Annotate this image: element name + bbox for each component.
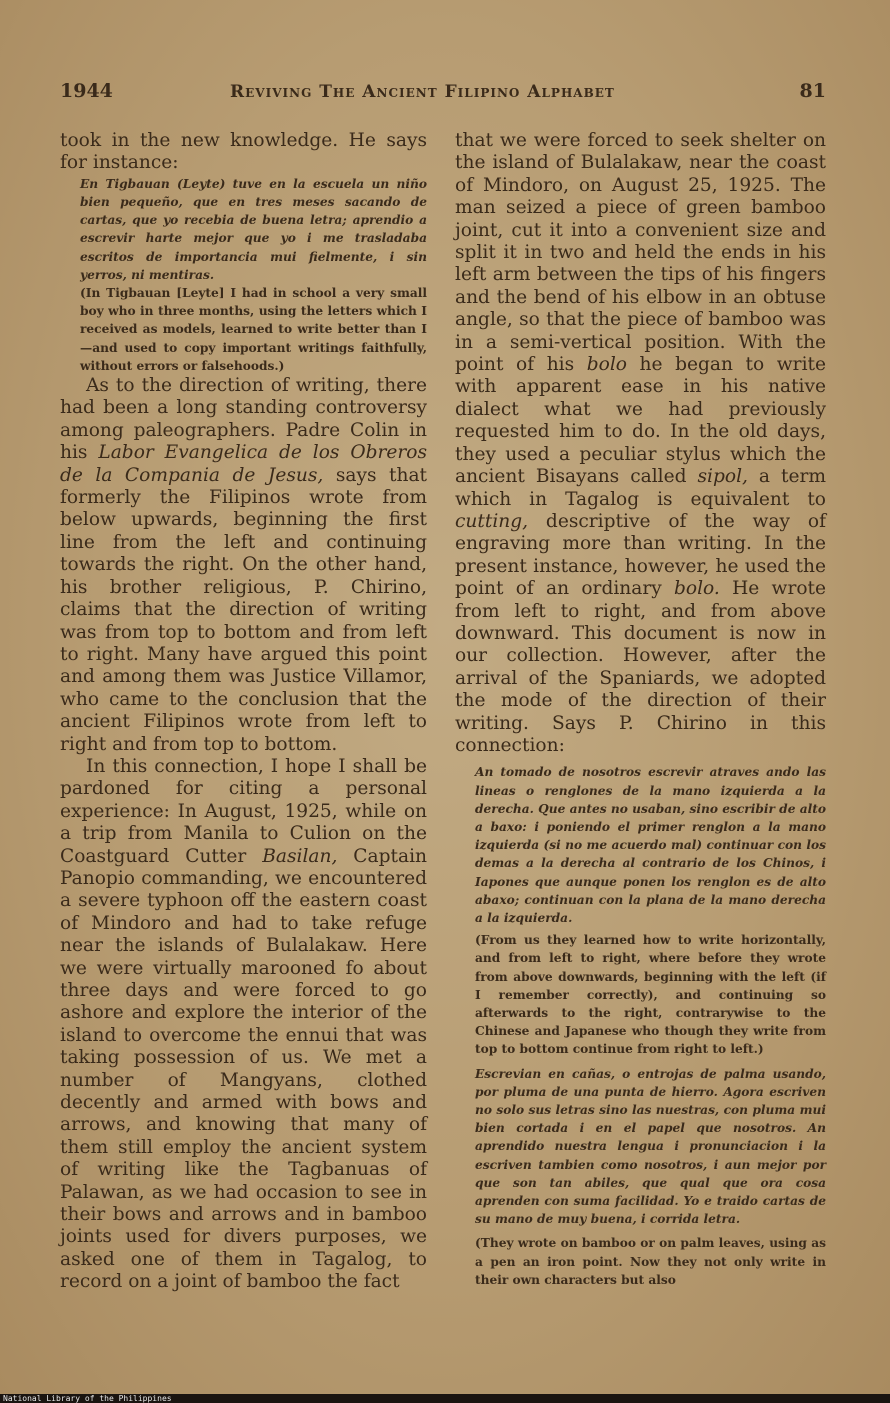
text-run: a term which in Tagalog is equivalent to bbox=[455, 466, 826, 510]
text-run: descriptive of the way of engraving more than writing. In the present instance, however, he used the point of an ordinary bbox=[455, 510, 826, 600]
term-sipol: sipol, bbox=[697, 466, 748, 488]
text-run: that we were forced to seek shelter on the island of Bulalakaw, near the coast of Mindoro, on August 25, 1925. The man seized a piece of green bamboo joint, cut it into a convenient size and split it in two and held the ends in his left arm between the tips of his fingers and the bend of his elbow in an obtuse angle, so that the piece of bamboo was in a semi-vertical position. With the point of his bbox=[455, 130, 826, 376]
text-run: says that formerly the Filipinos wrote from below upwards, beginning the first line from the left and continuing towards the right. On the other hand, his brother religious, P. Chirino, claims that the direction of writing was from top to bottom and from left to right. Many have argued this point and among them was Justice Villamor, who came to the conclusion that the ancient Filipinos wrote from left to right and from top to bottom. bbox=[60, 464, 428, 755]
paragraph-direction bbox=[60, 375, 427, 756]
translation-chirino-materials: (They wrote on bamboo or on palm leaves, using as a pen an iron point. Now they not only write in their own characters but also bbox=[475, 1236, 826, 1287]
text-run: In this connection, I hope I shall be pardoned for citing a personal experience: In August, 1925, while on a trip from Manila to Culion on the Coastguard Cutter bbox=[60, 755, 427, 867]
translation-chirino-direction: (From us they learned how to write horizontally, and from left to right, where before they wrote from above downwards, beginning with the left (if I remember correctly), and continuing so afterwards to the right, contrarywise to the Chinese and Japanese who though they write from top to bottom continue from right to left.) bbox=[475, 933, 826, 1057]
page-number: 81 bbox=[799, 80, 826, 102]
book-title-labor-evangelica: Labor Evangelica de los Obreros de la Compania de Jesus, bbox=[60, 442, 428, 486]
term-bolo-2: bolo. bbox=[674, 578, 720, 600]
text-run: Captain Panopio commanding, we encountered a severe typhoon off the eastern coast of Mindoro and had to take refuge near the islands of Bulalakaw. Here we were virtually marooned fo about three days and were forced to go ashore and explore the interior of the island to overcome the ennui that was taking possession of us. We met a number of Mangyans, clothed decently and armed with bows and arrows, and knowing that many of them still employ the ancient system of writing like the Tagbanuas of Palawan, as we had occasion to see in their bows and arrows and in bamboo joints used for divers purposes, we asked one of them in Tagalog, to record on a joint of bamboo the fact bbox=[60, 845, 427, 1293]
translation-tigbauan: (In Tigbauan [Leyte] I had in school a very small boy who in three months, using the letters which I received as models, learned to write better than I—and used to copy important writings faithfully, without errors or falsehoods.) bbox=[80, 286, 427, 373]
header-year: 1944 bbox=[60, 80, 113, 102]
header-title: Reviving The Ancient Filipino Alphabet bbox=[230, 82, 615, 102]
running-header bbox=[60, 80, 826, 110]
spanish-quote-chirino-materials: Escrevian en cañas, o entrojas de palma usando, por pluma de una punta de hierro. Agora escriven no solo sus letras sino las nuestras, con pluma mui bien cortada i en el papel que nosotros. An aprendido nuestra lengua i pronunciacion i la escriven tambien como nosotros, i aun mejor por que son tan abiles, que qual que ora cosa aprenden con suma facilidad. Yo e traido cartas de su mano de muy buena, i corrida letra. bbox=[475, 1066, 826, 1227]
spanish-quote-tigbauan: En Tigbauan (Leyte) tuve en la escuela un niño bien pequeño, que en tres meses sacando de cartas, que yo recebia de buena letra; aprendio a escrevir harte mejor que yo i me trasladaba escritos de importancia mui fielmente, i sin yerros, ni mentiras. bbox=[80, 176, 427, 282]
library-credit: National Library of the Philippines bbox=[3, 1394, 172, 1403]
ship-name-basilan: Basilan, bbox=[262, 845, 338, 867]
spanish-quote-chirino-direction: An tomado de nosotros escrevir atraves ando las lineas o renglones de la mano izquierda a la derecha. Que antes no usaban, sino escribir de alto a baxo: i poniendo el primer renglon a la mano izquierda (si no me acuerdo mal) continuar con los demas a la derecha al contrario de los Chinos, i Iapones que aunque ponen los renglon es de alto abaxo; continuan con la plana de la mano derecha a la izquierda. bbox=[475, 765, 826, 925]
paragraph-bamboo-writing bbox=[455, 130, 826, 757]
text-run: As to the direction of writing, there had been a long standing controversy among paleographers. Padre Colin in his bbox=[60, 375, 427, 464]
paragraph-intro: took in the new knowledge. He says for instance: bbox=[60, 130, 427, 174]
left-column bbox=[60, 130, 427, 1294]
term-bolo: bolo bbox=[586, 354, 627, 376]
right-column bbox=[455, 130, 826, 1289]
text-run: he began to write with apparent ease in his native dialect what we had previously requested him to do. In the old days, they used a peculiar stylus which the ancient Bisayans called bbox=[455, 354, 826, 488]
text-run: He wrote from left to right, and from above downward. This document is now in our collection. However, after the arrival of the Spaniards, we adopted the mode of the direction of their writing. Says P. Chirino in this connection: bbox=[455, 578, 827, 756]
term-cutting: cutting, bbox=[455, 510, 529, 532]
paragraph-personal-experience bbox=[60, 756, 427, 1294]
